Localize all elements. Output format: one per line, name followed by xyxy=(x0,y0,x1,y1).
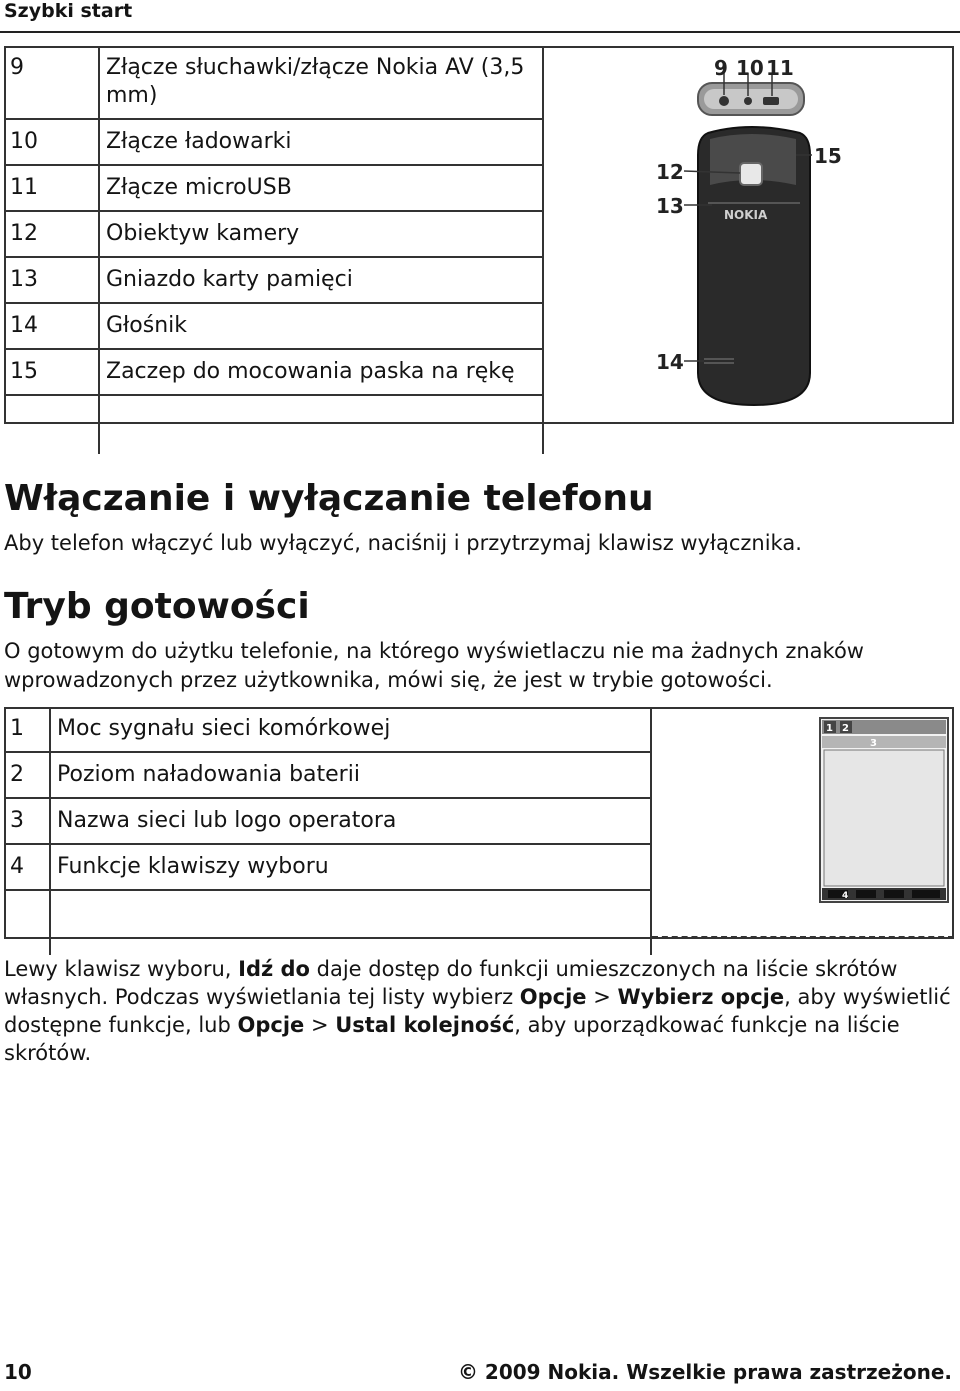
table-row-empty xyxy=(4,395,543,454)
text-run: daje dostęp do funkcji umieszczonych na liście skrótów własnych. Podczas wyświetlania tej listy wybierz xyxy=(4,957,898,1009)
part-number: 10 xyxy=(4,119,99,165)
microusb-connector-icon xyxy=(763,97,779,105)
table-row xyxy=(4,211,543,257)
part-number: 14 xyxy=(4,303,99,349)
softkey-extra-icon xyxy=(912,890,940,898)
text-run: > xyxy=(586,985,618,1009)
table-row xyxy=(4,349,543,395)
standby-screen-drawing xyxy=(818,716,950,906)
indicator-description: Funkcje klawiszy wyboru xyxy=(50,844,651,890)
selection-keys-text xyxy=(4,955,956,1067)
nokia-logo: NOKIA xyxy=(724,208,768,222)
charger-connector-icon xyxy=(744,97,752,105)
menu-term: Ustal kolejność xyxy=(335,1013,515,1037)
part-number: 15 xyxy=(4,349,99,395)
text-run: Lewy klawisz wyboru, xyxy=(4,957,239,981)
part-number: 9 xyxy=(4,46,99,119)
table-row xyxy=(4,844,651,890)
callout-label: 14 xyxy=(656,350,684,374)
table-row xyxy=(4,303,543,349)
header-rule xyxy=(0,31,960,33)
parts-table xyxy=(4,46,544,454)
part-number: 11 xyxy=(4,165,99,211)
menu-term: Wybierz opcje xyxy=(617,985,785,1009)
indicator-number: 2 xyxy=(4,752,50,798)
indicator-description: Poziom naładowania baterii xyxy=(50,752,651,798)
callout-label: 13 xyxy=(656,194,684,218)
copyright-notice: © 2009 Nokia. Wszelkie prawa zastrzeżone. xyxy=(457,1360,952,1384)
standby-table xyxy=(4,707,652,955)
table-row-empty xyxy=(4,890,651,955)
callout-label: 3 xyxy=(870,738,877,749)
part-description: Złącze ładowarki xyxy=(99,119,543,165)
phone-back-drawing xyxy=(650,55,850,415)
page-number: 10 xyxy=(4,1360,32,1384)
part-number: 13 xyxy=(4,257,99,303)
menu-term: Idź do xyxy=(238,957,310,981)
table-row xyxy=(4,257,543,303)
empty-cell xyxy=(99,395,543,454)
callout-label: 9 xyxy=(714,56,728,80)
callout-label: 4 xyxy=(842,891,849,901)
text-run: , aby uporządkować funkcje na liście skrótów. xyxy=(4,1013,900,1065)
indicator-number: 1 xyxy=(4,707,50,752)
text-run: > xyxy=(304,1013,336,1037)
standby-screen-illustration xyxy=(818,716,950,906)
empty-cell xyxy=(4,395,99,454)
standby-text: O gotowym do użytku telefonie, na którego wyświetlaczu nie ma żadnych znaków wprowadzonych przez użytkownika, mówi się, że jest w trybie gotowości. xyxy=(4,639,864,692)
callout-label: 12 xyxy=(656,160,684,184)
part-description: Gniazdo karty pamięci xyxy=(99,257,543,303)
power-text: Aby telefon włączyć lub wyłączyć, naciśnij i przytrzymaj klawisz wyłącznika. xyxy=(4,531,802,555)
menu-term: Opcje xyxy=(237,1013,305,1037)
part-description: Złącze słuchawki/złącze Nokia AV (3,5 mm) xyxy=(99,46,543,119)
part-description: Głośnik xyxy=(99,303,543,349)
operator-bar xyxy=(822,736,946,748)
dashed-divider xyxy=(544,422,954,424)
callout-label: 15 xyxy=(814,144,842,168)
text-run: , aby wyświetlić dostępne funkcje, lub xyxy=(4,985,951,1037)
callout-label: 2 xyxy=(842,723,849,734)
part-description: Złącze microUSB xyxy=(99,165,543,211)
power-heading: Włączanie i wyłączanie telefonu xyxy=(4,478,654,519)
callout-label: 1 xyxy=(826,723,833,734)
headset-connector-icon xyxy=(719,96,729,106)
table-row xyxy=(4,165,543,211)
section-header: Szybki start xyxy=(4,0,133,22)
softkey-middle-icon xyxy=(856,890,876,898)
table-row xyxy=(4,798,651,844)
indicator-number: 4 xyxy=(4,844,50,890)
indicator-description: Moc sygnału sieci komórkowej xyxy=(50,707,651,752)
menu-term: Opcje xyxy=(519,985,587,1009)
empty-cell xyxy=(50,890,651,955)
indicator-number: 3 xyxy=(4,798,50,844)
part-description: Obiektyw kamery xyxy=(99,211,543,257)
table-row xyxy=(4,707,651,752)
callout-label: 10 xyxy=(736,56,764,80)
camera-lens-icon xyxy=(740,163,762,185)
table-row xyxy=(4,119,543,165)
part-description: Zaczep do mocowania paska na rękę xyxy=(99,349,543,395)
softkey-right-icon xyxy=(884,890,904,898)
table-row xyxy=(4,752,651,798)
screen-content-area xyxy=(824,750,944,886)
indicator-description: Nazwa sieci lub logo operatora xyxy=(50,798,651,844)
callout-label: 11 xyxy=(766,56,794,80)
empty-cell xyxy=(4,890,50,955)
dashed-divider xyxy=(652,936,954,938)
table-row xyxy=(4,46,543,119)
phone-back-illustration xyxy=(650,55,850,415)
standby-heading: Tryb gotowości xyxy=(4,586,310,627)
part-number: 12 xyxy=(4,211,99,257)
